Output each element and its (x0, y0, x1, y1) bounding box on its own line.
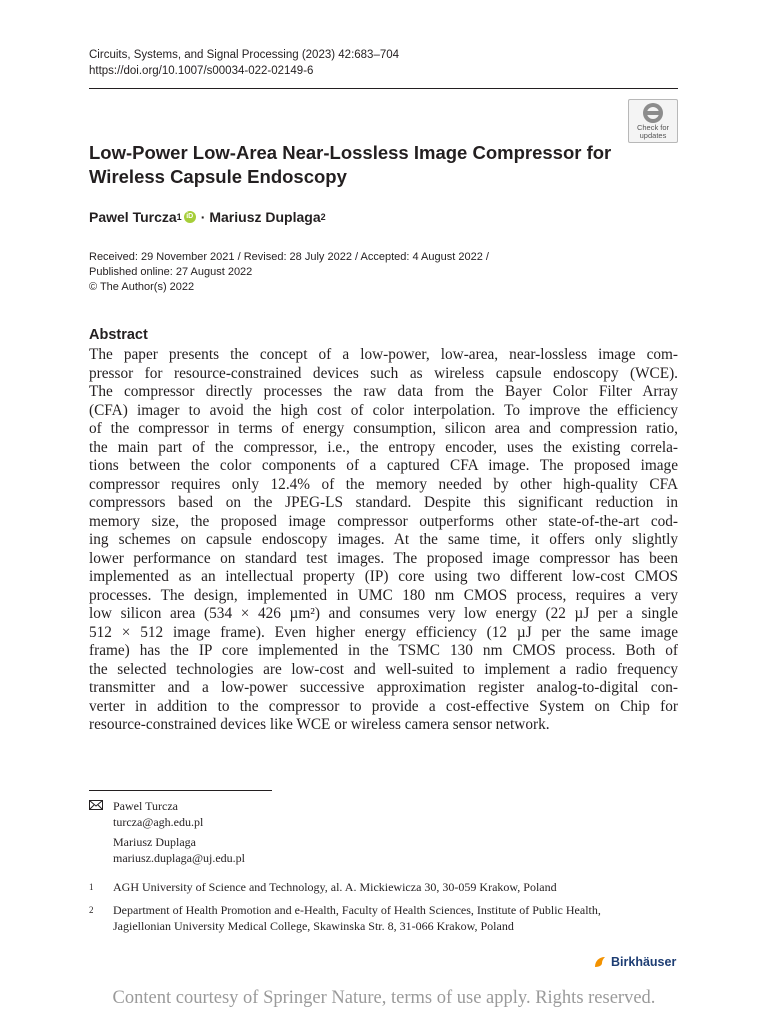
title-line: Wireless Capsule Endoscopy (89, 166, 347, 187)
dates-line: Received: 29 November 2021 / Revised: 28 July 2022 / Accepted: 4 August 2022 / (89, 251, 489, 263)
author-name[interactable]: Pawel Turcza (89, 209, 177, 225)
doi-link[interactable]: https://doi.org/10.1007/s00034-022-02149-6 (89, 65, 314, 77)
birkhauser-logo-icon (593, 955, 607, 969)
abstract-line: The paper presents the concept of a low-power, low-area, near-lossless image com- (89, 346, 678, 363)
footnote-divider (89, 790, 272, 791)
affiliation-1 (89, 879, 678, 895)
abstract-heading: Abstract (89, 327, 148, 343)
check-updates-icon (642, 102, 664, 124)
header-divider (89, 88, 678, 89)
check-updates-label-2: updates (639, 131, 667, 140)
abstract-line: (CFA) imager to avoid the high cost of color interpolation. To improve the efficiency (89, 401, 678, 419)
abstract-line: pressor for resource-constrained devices such as wireless capsule endoscopy (WCE). (89, 364, 678, 382)
journal-citation: Circuits, Systems, and Signal Processing (2023) 42:683–704 (89, 49, 400, 61)
journal-header (89, 47, 399, 79)
abstract-line: implemented as an intellectual property (IP) core using two different low-cost CMOS (89, 568, 678, 585)
abstract-line: low silicon area (534 × 426 µm²) and consumes very low energy (22 µJ per a single (89, 605, 678, 622)
author-affiliation-mark: 1 (176, 212, 182, 222)
affiliation-number: 2 (89, 905, 94, 915)
publisher-logo (593, 955, 676, 969)
affiliation-text: Jagiellonian University Medical College, Skawinska Str. 8, 31-066 Krakow, Poland (113, 919, 514, 933)
title-line: Low-Power Low-Area Near-Lossless Image Compressor for (89, 142, 612, 163)
copyright-line: © The Author(s) 2022 (89, 281, 195, 293)
abstract-line: verter in addition to the compressor to provide a cost-effective System on Chip for (89, 697, 678, 715)
abstract-line: lower performance on standard test images. The proposed image compressor has been (89, 549, 678, 567)
abstract-line: compressors based on the JPEG-LS standard. Despite this significant reduction in (89, 494, 678, 511)
abstract-line: 512 × 512 image frame). Even higher energy efficiency (12 µJ per the same image (89, 623, 678, 641)
affiliation-2 (89, 902, 678, 934)
affiliation-number: 1 (89, 882, 94, 892)
corresponding-contacts (89, 799, 245, 866)
abstract-line: The compressor directly processes the raw data from the Bayer Color Filter Array (89, 383, 678, 400)
abstract-line: frame) has the IP core implemented in the TSMC 130 nm CMOS process. Both of (89, 642, 678, 659)
abstract-line: processes. The design, implemented in UMC 180 nm CMOS process, requires a very (89, 586, 678, 604)
author-list (89, 209, 326, 225)
contact-name: Pawel Turcza (113, 799, 178, 813)
author-separator: · (200, 209, 206, 225)
envelope-icon (89, 799, 113, 830)
contact-email[interactable]: mariusz.duplaga@uj.edu.pl (113, 850, 246, 865)
abstract-line: ing schemes on capsule endoscopy images. At the same time, it offers only slightly (89, 531, 678, 548)
abstract-line: resource-constrained devices like WCE or wireless camera sensor network. (89, 716, 550, 733)
contact-email[interactable]: turcza@agh.edu.pl (113, 814, 204, 829)
abstract-line: tions between the color components of a captured CFA image. The proposed image (89, 457, 678, 474)
paper-title (89, 141, 649, 189)
affiliation-text: AGH University of Science and Technology, al. A. Mickiewicza 30, 30-059 Krakow, Poland (113, 880, 557, 894)
publisher-name: Birkhäuser (611, 955, 677, 969)
abstract-line: compressor requires only 12.4% of the memory needed by other high-quality CFA (89, 475, 678, 493)
abstract-line: of the compressor in terms of energy consumption, silicon area and compression ratio, (89, 420, 678, 437)
courtesy-notice: Content courtesy of Springer Nature, terms of use apply. Rights reserved. (112, 988, 656, 1008)
check-updates-label-1: Check for (636, 123, 670, 132)
contact-name: Mariusz Duplaga (113, 835, 196, 849)
publication-dates (89, 250, 489, 295)
abstract-line: the selected technologies are low-cost and well-suited to implement a radio frequency (89, 660, 678, 678)
check-for-updates-badge[interactable] (628, 99, 678, 143)
affiliation-text: Department of Health Promotion and e-Health, Faculty of Health Sciences, Institute of Public Health, (113, 903, 601, 917)
abstract-line: memory size, the proposed image compressor outperforms other state-of-the-art cod- (89, 512, 678, 530)
author-affiliation-mark: 2 (320, 212, 326, 222)
author-name[interactable]: Mariusz Duplaga (209, 209, 321, 225)
abstract-line: transmitter and a low-power successive approximation register analog-to-digital con- (89, 679, 678, 696)
abstract-body (89, 346, 678, 735)
orcid-icon[interactable]: iD (184, 211, 196, 223)
dates-line: Published online: 27 August 2022 (89, 266, 253, 278)
abstract-line: the main part of the compressor, i.e., the entropy encoder, uses the existing correla- (89, 438, 678, 456)
